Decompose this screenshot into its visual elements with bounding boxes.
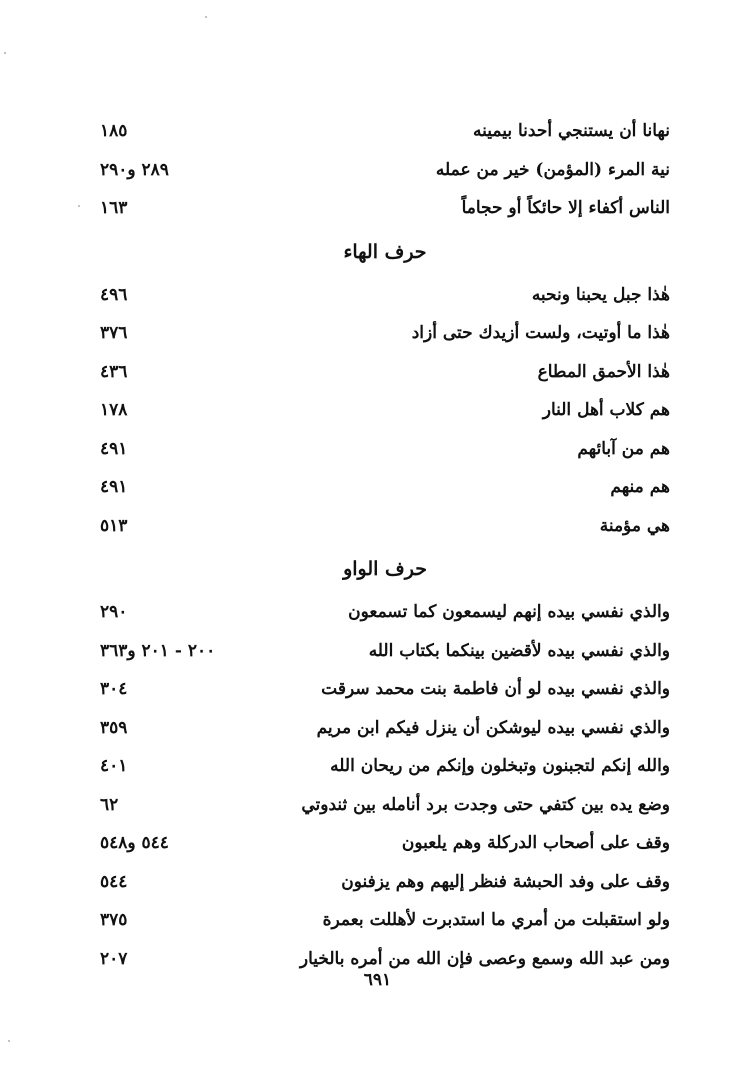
entry-text: نية المرء (المؤمن) خير من عمله (435, 159, 670, 180)
entry-page-number: ٥٤٤ (100, 871, 128, 892)
entry-page-number: ١٦٣ (100, 198, 128, 219)
entry-page-number: ٤٠١ (100, 756, 128, 777)
scan-speck (8, 1040, 10, 1042)
index-entry (100, 593, 670, 632)
entry-page-number: ٥٤٤ و٥٤٨ (100, 833, 169, 854)
entry-text: والذي نفسي بيده ليوشكن أن ينزل فيكم ابن مريم (316, 717, 670, 738)
entry-text: وقف على وفد الحبشة فنظر إليهم وهم يزفنون (341, 871, 670, 892)
entry-text: وضع يده بين كتفي حتى وجدت برد أنامله بين ثندوتي (301, 794, 670, 815)
index-entry (100, 747, 670, 786)
entry-text: هي مؤمنة (599, 515, 670, 536)
section-heading-haa: حرف الهاء (343, 240, 427, 263)
entry-page-number: ٤٩١ (100, 438, 128, 459)
entry-page-number: ٥١٣ (100, 515, 128, 536)
index-entry (100, 276, 670, 315)
index-entry (100, 632, 670, 671)
index-entry (100, 314, 670, 353)
entry-text: هم منهم (610, 477, 670, 498)
entry-page-number: ٢٠٠ - ٢٠١ و٣٦٣ (100, 640, 216, 661)
index-entry (100, 824, 670, 863)
entry-text: نهانا أن يستنجي أحدنا بيمينه (473, 121, 670, 142)
index-entry (100, 507, 670, 546)
entry-page-number: ٣٥٩ (100, 717, 128, 738)
entry-text: والذي نفسي بيده لأقضين بينكما بكتاب الله (368, 640, 670, 661)
index-entry (100, 901, 670, 940)
entry-text: هم من آبائهم (577, 438, 670, 459)
entry-page-number: ٤٩١ (100, 477, 128, 498)
index-entry (100, 430, 670, 469)
index-entry (100, 151, 670, 190)
entry-page-number: ٢٩٠ (100, 602, 128, 623)
entry-text: هٰذا الأحمق المطاع (537, 361, 670, 382)
entry-page-number: ٣٧٦ (100, 323, 128, 344)
scan-speck (4, 52, 6, 54)
index-entry (100, 863, 670, 902)
entry-page-number: ١٧٨ (100, 400, 128, 421)
entry-page-number: ٤٩٦ (100, 284, 128, 305)
entry-text: والذي نفسي بيده لو أن فاطمة بنت محمد سرقت (321, 679, 670, 700)
entry-text: والذي نفسي بيده إنهم ليسمعون كما تسمعون (348, 602, 670, 623)
entry-page-number: ١٨٥ (100, 121, 128, 142)
section-heading-waw: حرف الواو (343, 558, 427, 580)
index-entry (100, 670, 670, 709)
index-entry (100, 709, 670, 748)
entry-page-number: ٤٣٦ (100, 361, 128, 382)
entry-page-number: ٢٨٩ و٢٩٠ (100, 159, 169, 180)
entry-text: ولو استقبلت من أمري ما استدبرت لأهللت بعمرة (322, 910, 670, 931)
entry-text: هٰذا جبل يحبنا ونحبه (531, 284, 670, 305)
entry-text: والله إنكم لتجبنون وتبخلون وإنكم من ريحان الله (330, 756, 670, 777)
index-entry (100, 786, 670, 825)
index-entry (100, 391, 670, 430)
entry-text: وقف على أصحاب الدركلة وهم يلعبون (401, 833, 670, 854)
entry-text: ومن عبد الله وسمع وعصى فإن الله من أمره بالخيار (299, 948, 670, 969)
entry-page-number: ٣٠٤ (100, 679, 128, 700)
entry-page-number: ٣٧٥ (100, 910, 128, 931)
page-number: ٦٩١ (363, 970, 392, 990)
hadith-index (100, 112, 670, 978)
scan-speck (78, 205, 80, 207)
scan-speck (205, 16, 207, 18)
index-entry (100, 353, 670, 392)
entry-text: هٰذا ما أوتيت، ولست أزيدك حتى أزاد (411, 323, 670, 344)
entry-text: الناس أكفاء إلا حائكاً أو حجاماً (461, 198, 670, 219)
index-entry (100, 189, 670, 228)
entry-page-number: ٢٠٧ (100, 948, 128, 969)
index-entry (100, 468, 670, 507)
index-entry (100, 112, 670, 151)
entry-page-number: ٦٢ (100, 794, 119, 815)
entry-text: هم كلاب أهل النار (542, 400, 670, 421)
